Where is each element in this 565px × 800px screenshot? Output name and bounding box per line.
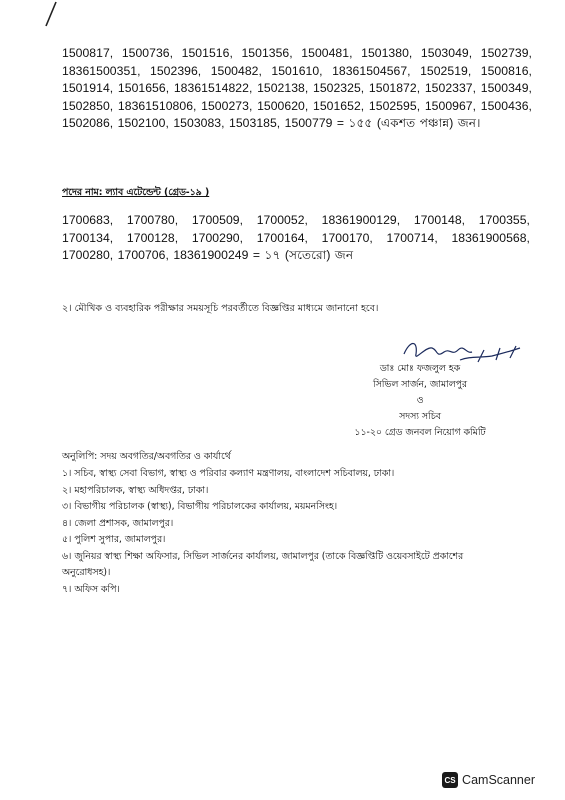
copy-recipient: ৪। জেলা প্রশাসক, জামালপুর। — [62, 517, 174, 529]
copy-recipient: ৭। অফিস কপি। — [62, 583, 120, 595]
copy-recipient: ৫। পুলিশ সুপার, জামালপুর। — [62, 534, 166, 545]
signatory-role: সদস্য সচিব — [399, 411, 441, 422]
exam-schedule-note: ২। মৌখিক ও ব্যবহারিক পরীক্ষার সময়সূচি পরবর্তীতে বিজ্ঞপ্তির মাধ্যমে জানানো হবে। — [62, 303, 379, 314]
copy-recipient: ৬। জুনিয়র স্বাস্থ্য শিক্ষা অফিসার, সিভিল সার্জনের কার্যালয়, জামালপুর (তাকে বিজ্ঞপ্তিটি ওয়েবসাইটে প্রকাশের অনুরোধসহ)। — [62, 550, 464, 578]
signatory-committee: ১১-২০ গ্রেড জনবল নিয়োগ কমিটি — [354, 427, 486, 438]
camscanner-name: CamScanner — [462, 773, 535, 787]
signatory-name: ডাঃ মোঃ ফজলুল হক — [379, 363, 461, 374]
signatory-conjunction: ও — [416, 395, 424, 406]
signatory-designation: সিভিল সার্জন, জামালপুর — [372, 379, 468, 390]
copy-recipient-list — [62, 466, 512, 598]
candidate-roll-list-1: 1500817, 1500736, 1501516, 1501356, 1500481, 1501380, 1503049, 1502739, 18361500351, 1502396, 1500482, 1501610, 18361504567, 1502519, 1500816, 1501914, 1501656, 18361514822, 1502138, 1502325, 1501872, 1502337, 1500349, 1502850, 18361510806, 1500273, 1500620, 1501652, 1502595, 1500967, 1500436, 1502086, 1502100, 1503083, 1503185, 1500779 = ১৫৫ (একশত পঞ্চান্ন) জন। — [62, 46, 532, 131]
copy-heading: অনুলিপি: সদয় অবগতির/অবগতির ও কার্যার্থে — [62, 451, 231, 462]
camscanner-logo-icon: CS — [442, 772, 458, 788]
scan-edge-mark — [26, 0, 66, 40]
candidate-roll-list-2: 1700683, 1700780, 1700509, 1700052, 18361900129, 1700148, 1700355, 1700134, 1700128, 1700290, 1700164, 1700170, 1700714, 18361900568, 1700280, 1700706, 18361900249 = ১৭ (সতেরো) জন — [62, 213, 530, 263]
copy-recipient: ৩। বিভাগীয় পরিচালক (স্বাস্থ্য), বিভাগীয় পরিচালকের কার্যালয়, ময়মনসিংহ। — [62, 501, 338, 512]
post-name-heading: পদের নাম: ল্যাব এটেন্ডেন্ট (গ্রেড-১৯ ) — [62, 187, 210, 198]
copy-recipient: ২। মহাপরিচালক, স্বাস্থ্য অধিদপ্তর, ঢাকা। — [62, 484, 209, 496]
copy-recipient: ১। সচিব, স্বাস্থ্য সেবা বিভাগ, স্বাস্থ্য ও পরিবার কল্যাণ মন্ত্রণালয়, বাংলাদেশ সচিবালয়, ঢাকা। — [62, 468, 395, 479]
signature-block — [340, 361, 500, 441]
camscanner-watermark — [442, 772, 535, 788]
